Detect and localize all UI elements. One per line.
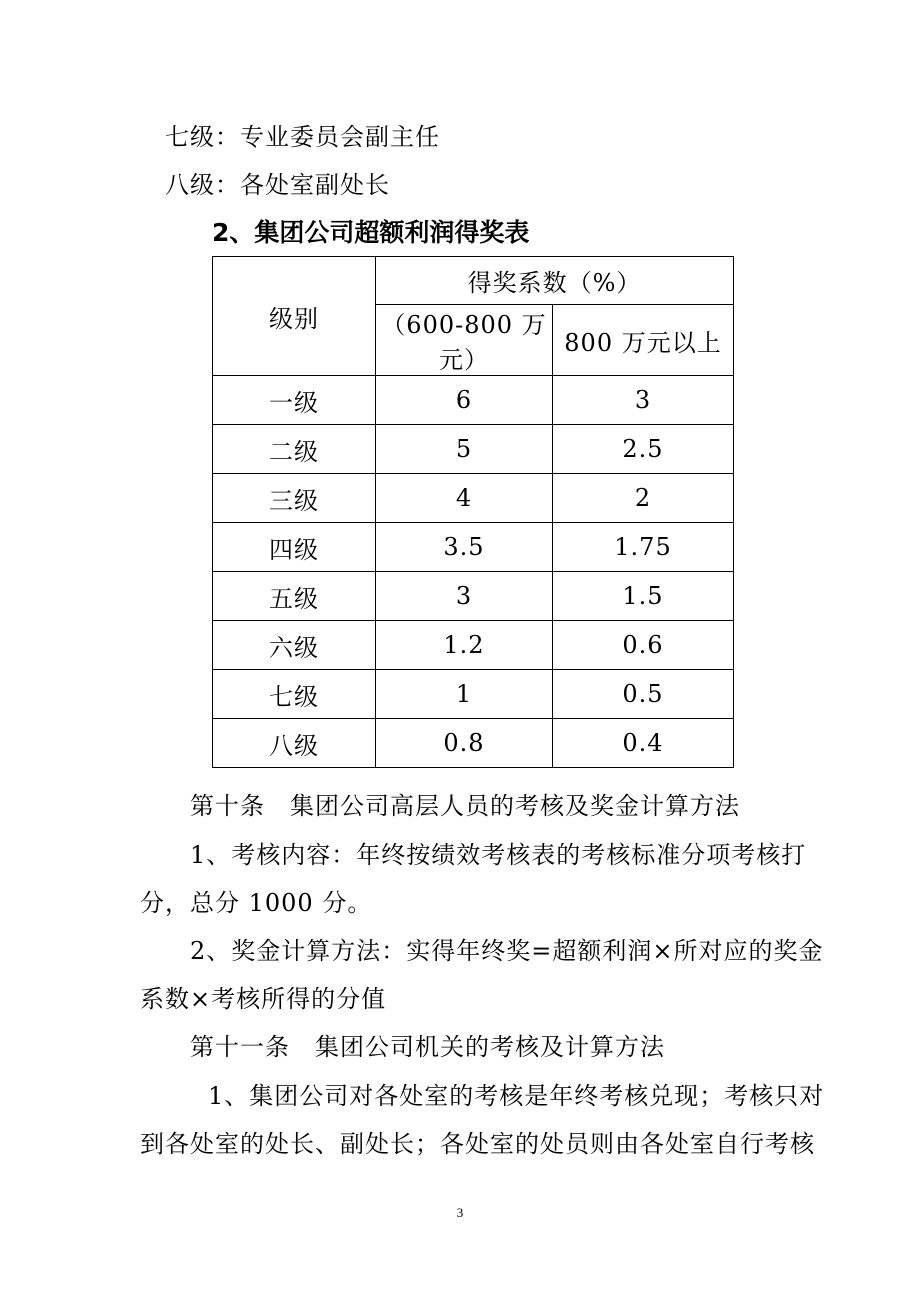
article-10-para1-line2: 分，总分 1000 分。	[140, 889, 373, 917]
subheader-range-b: 800 万元以上	[553, 305, 734, 376]
article-10-para1-line1: 1、考核内容：年终按绩效考核表的考核标准分项考核打	[190, 841, 807, 869]
paragraph-level7: 七级：专业委员会副主任	[165, 123, 440, 151]
table-row	[213, 621, 734, 670]
subheader-range-a: （600-800 万元）	[376, 305, 553, 376]
paragraph-level8: 八级：各处室副处长	[165, 171, 390, 199]
table-title: 2、集团公司超额利润得奖表	[212, 218, 530, 247]
header-level: 级别	[213, 257, 376, 376]
cell-range-a: 6	[376, 376, 553, 425]
bonus-table	[212, 256, 734, 768]
table-row	[213, 670, 734, 719]
cell-range-b: 0.6	[553, 621, 734, 670]
cell-level: 二级	[213, 425, 376, 474]
cell-level: 八级	[213, 719, 376, 768]
cell-level: 三级	[213, 474, 376, 523]
table-header-row	[213, 257, 734, 305]
cell-range-a: 1	[376, 670, 553, 719]
cell-range-a: 0.8	[376, 719, 553, 768]
article-11-para1-line2: 到各处室的处长、副处长；各处室的处员则由各处室自行考核	[140, 1130, 815, 1158]
cell-range-b: 0.4	[553, 719, 734, 768]
cell-range-a: 3.5	[376, 523, 553, 572]
table-row	[213, 572, 734, 621]
cell-level: 五级	[213, 572, 376, 621]
cell-range-b: 2.5	[553, 425, 734, 474]
article-11-heading: 第十一条 集团公司机关的考核及计算方法	[190, 1033, 665, 1061]
cell-range-a: 4	[376, 474, 553, 523]
cell-range-b: 1.5	[553, 572, 734, 621]
page-number: 3	[456, 1205, 464, 1220]
cell-range-a: 1.2	[376, 621, 553, 670]
article-10-heading: 第十条 集团公司高层人员的考核及奖金计算方法	[190, 792, 740, 820]
article-10-para2-line1: 2、奖金计算方法：实得年终奖=超额利润×所对应的奖金	[190, 937, 824, 965]
cell-level: 六级	[213, 621, 376, 670]
cell-level: 一级	[213, 376, 376, 425]
table-row	[213, 376, 734, 425]
article-10-para2-line2: 系数×考核所得的分值	[140, 985, 387, 1013]
cell-range-b: 2	[553, 474, 734, 523]
article-11-para1-line1: 1、集团公司对各处室的考核是年终考核兑现；考核只对	[208, 1082, 825, 1110]
cell-range-a: 3	[376, 572, 553, 621]
table-row	[213, 523, 734, 572]
table-row	[213, 425, 734, 474]
cell-level: 七级	[213, 670, 376, 719]
cell-range-b: 0.5	[553, 670, 734, 719]
cell-range-a: 5	[376, 425, 553, 474]
cell-level: 四级	[213, 523, 376, 572]
cell-range-b: 1.75	[553, 523, 734, 572]
cell-range-b: 3	[553, 376, 734, 425]
table-row	[213, 474, 734, 523]
table-row	[213, 719, 734, 768]
header-coefficient: 得奖系数（%）	[376, 257, 734, 305]
